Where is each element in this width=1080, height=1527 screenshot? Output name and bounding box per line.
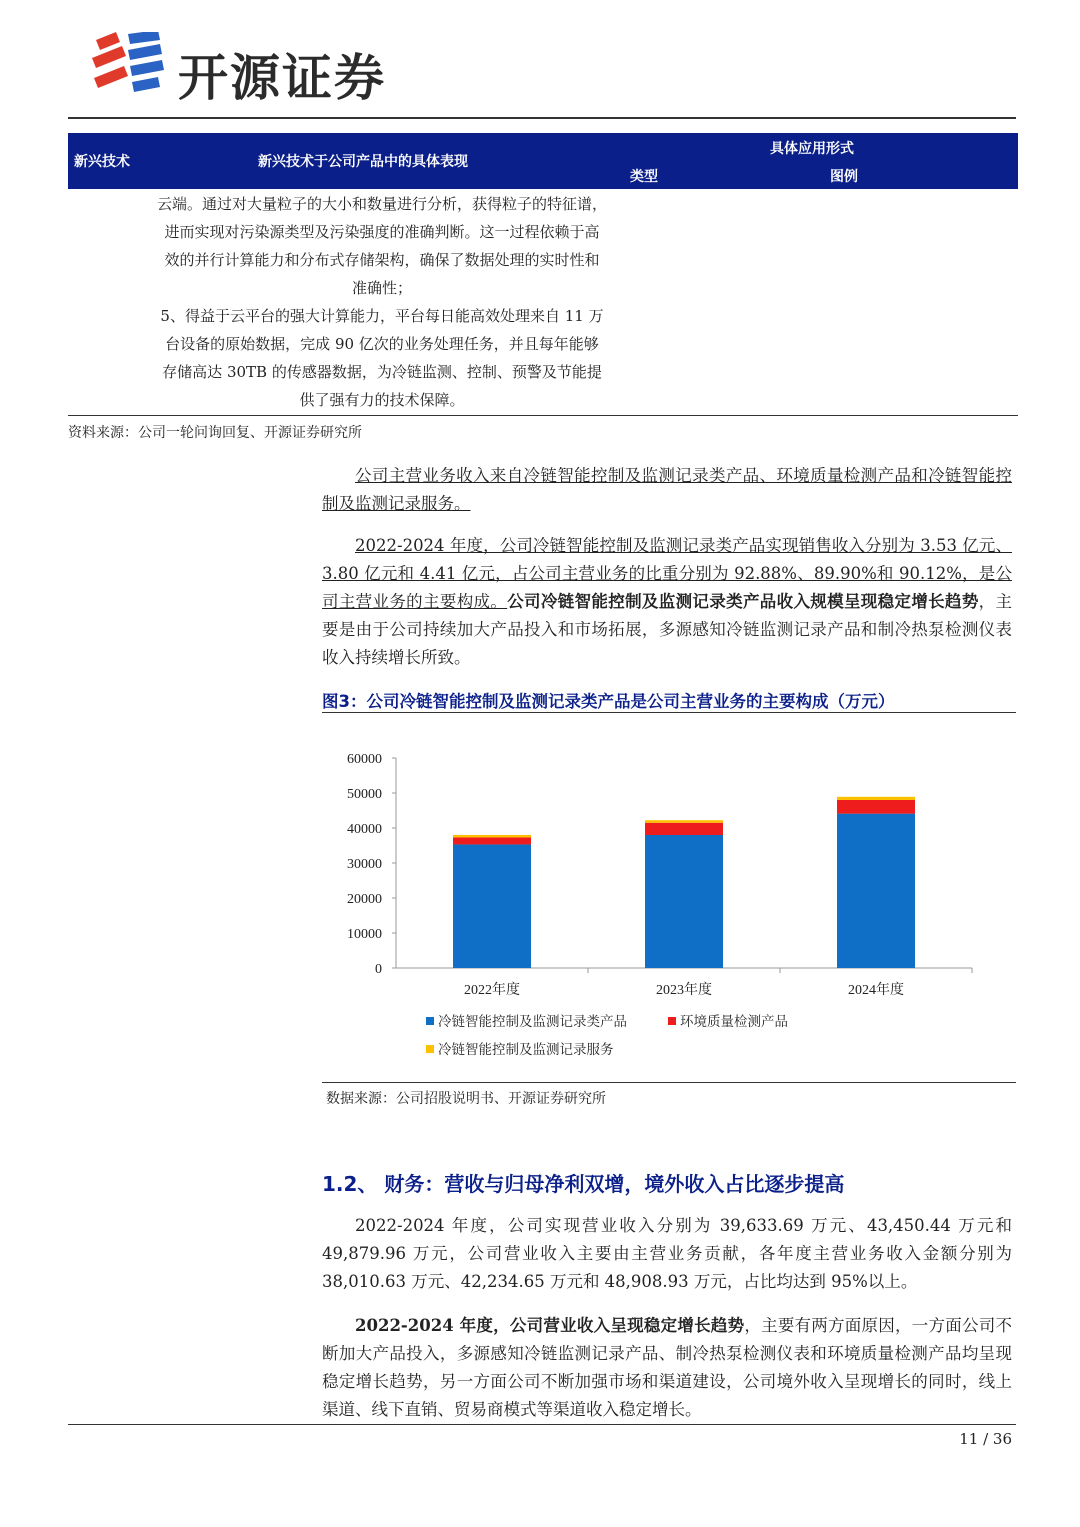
- bar-segment: [645, 835, 723, 968]
- bar-segment: [645, 820, 723, 823]
- paragraph-main-business: [322, 462, 1012, 518]
- para2-bold: 公司冷链智能控制及监测记录类产品收入规模呈现稳定增长趋势: [507, 592, 979, 611]
- paragraph-product-revenue: [322, 532, 1012, 672]
- brand-name: 开源证券: [178, 49, 386, 107]
- th-type: 类型: [630, 169, 658, 185]
- section-title: 1.2、 财务：营收与归母净利双增，境外收入占比逐步提高: [322, 1172, 845, 1196]
- bar-segment: [453, 837, 531, 844]
- table-source: 资料来源：公司一轮问询回复、开源证券研究所: [68, 425, 362, 441]
- footer-divider: [68, 1424, 1016, 1425]
- y-tick-label: 30000: [347, 857, 382, 872]
- table-body-text: [140, 190, 624, 414]
- para4-bold: 2022-2024 年度，公司营业收入呈现稳定增长趋势: [355, 1316, 745, 1335]
- legend-swatch: [426, 1017, 434, 1025]
- legend-label: 冷链智能控制及监测记录类产品: [438, 1014, 627, 1030]
- legend-label: 环境质量检测产品: [680, 1014, 788, 1030]
- bar-segment: [837, 814, 915, 968]
- y-tick-label: 10000: [347, 927, 382, 942]
- th-emerging-tech: 新兴技术: [74, 154, 130, 170]
- company-logo-icon: [88, 32, 168, 102]
- y-tick-label: 60000: [347, 752, 382, 767]
- para2-rest: ，主要是由于公司持续加大产品投入和市场拓展，多源感知冷链监测记录产品和制冷热泵检测仪表收入持续增长所致。: [322, 592, 1013, 667]
- bar-segment: [837, 800, 915, 814]
- bar-segment: [645, 823, 723, 835]
- table-line: 效的并行计算能力和分布式存储架构，确保了数据处理的实时性和: [164, 251, 600, 269]
- figure-bottom-rule: [322, 1082, 1016, 1083]
- legend-label: 冷链智能控制及监测记录服务: [438, 1042, 614, 1058]
- x-tick-label: 2024年度: [848, 983, 904, 998]
- x-tick-label: 2022年度: [464, 983, 520, 998]
- bar-segment: [453, 844, 531, 968]
- y-tick-label: 20000: [347, 892, 382, 907]
- header-divider: [68, 117, 1016, 119]
- figure-title-rule: [322, 712, 1016, 713]
- para1-text: 公司主营业务收入来自冷链智能控制及监测记录类产品、环境质量检测产品和冷链智能控制及监测记录服务。: [322, 466, 1012, 513]
- bar-segment: [453, 835, 531, 837]
- y-tick-label: 0: [375, 962, 382, 977]
- legend-swatch: [668, 1017, 676, 1025]
- table-header: [68, 133, 1018, 189]
- th-application-form: 具体应用形式: [770, 141, 854, 157]
- para4-rest: ，主要有两方面原因，一方面公司不断加大产品投入，多源感知冷链监测记录产品、制冷热泵检测仪表和环境质量检测产品均呈现稳定增长趋势，另一方面公司不断加强市场和渠道建设，公司境外收入呈现增长的同时，线上渠道、线下直销、贸易商模式等渠道收入稳定增长。: [322, 1316, 1012, 1419]
- table-line: 台设备的原始数据，完成 90 亿次的业务处理任务，并且每年能够: [165, 335, 599, 353]
- table-line: 存储高达 30TB 的传感器数据，为冷链监测、控制、预警及节能提: [162, 363, 602, 381]
- bar-segment: [837, 797, 915, 800]
- y-tick-label: 50000: [347, 787, 382, 802]
- table-line: 进而实现对污染源类型及污染强度的准确判断。这一过程依赖于高: [164, 223, 600, 241]
- th-product-manifestation: 新兴技术于公司产品中的具体表现: [258, 154, 468, 170]
- paragraph-growth: [322, 1312, 1012, 1424]
- figure-source: 数据来源：公司招股说明书、开源证券研究所: [326, 1091, 606, 1107]
- x-tick-label: 2023年度: [656, 983, 712, 998]
- figure-title: 图3：公司冷链智能控制及监测记录类产品是公司主营业务的主要构成（万元）: [322, 692, 895, 711]
- table-line: 准确性；: [351, 279, 412, 297]
- table-bottom-rule: [68, 415, 1018, 416]
- th-illustration: 图例: [830, 169, 858, 185]
- paragraph-revenue: 2022-2024 年度，公司实现营业收入分别为 39,633.69 万元、43,450.44 万元和 49,879.96 万元，公司营业收入主要由主营业务贡献，各年度主营业务收入金额分别为 38,010.63 万元、42,234.65 万元和 48,908.93 万元，占比均达到 95%以上。: [322, 1216, 1012, 1291]
- table-line: 5、得益于云平台的强大计算能力，平台每日能高效处理来自 11 万: [160, 307, 604, 325]
- y-tick-label: 40000: [347, 822, 382, 837]
- para2-underlined: 2022-2024 年度，公司冷链智能控制及监测记录类产品实现销售收入分别为 3.53 亿元、3.80 亿元和 4.41 亿元，占公司主营业务的比重分别为 92.88%、89.90%和 90.12%，是公司主营业务的主要构成。: [322, 536, 1012, 611]
- legend-swatch: [426, 1045, 434, 1053]
- page-number: 11 / 36: [959, 1430, 1012, 1448]
- table-line: 云端。通过对大量粒子的大小和数量进行分析，获得粒子的特征谱，: [156, 195, 607, 213]
- table-line: 供了强有力的技术保障。: [299, 391, 465, 409]
- revenue-stacked-bar-chart: [322, 730, 1016, 1080]
